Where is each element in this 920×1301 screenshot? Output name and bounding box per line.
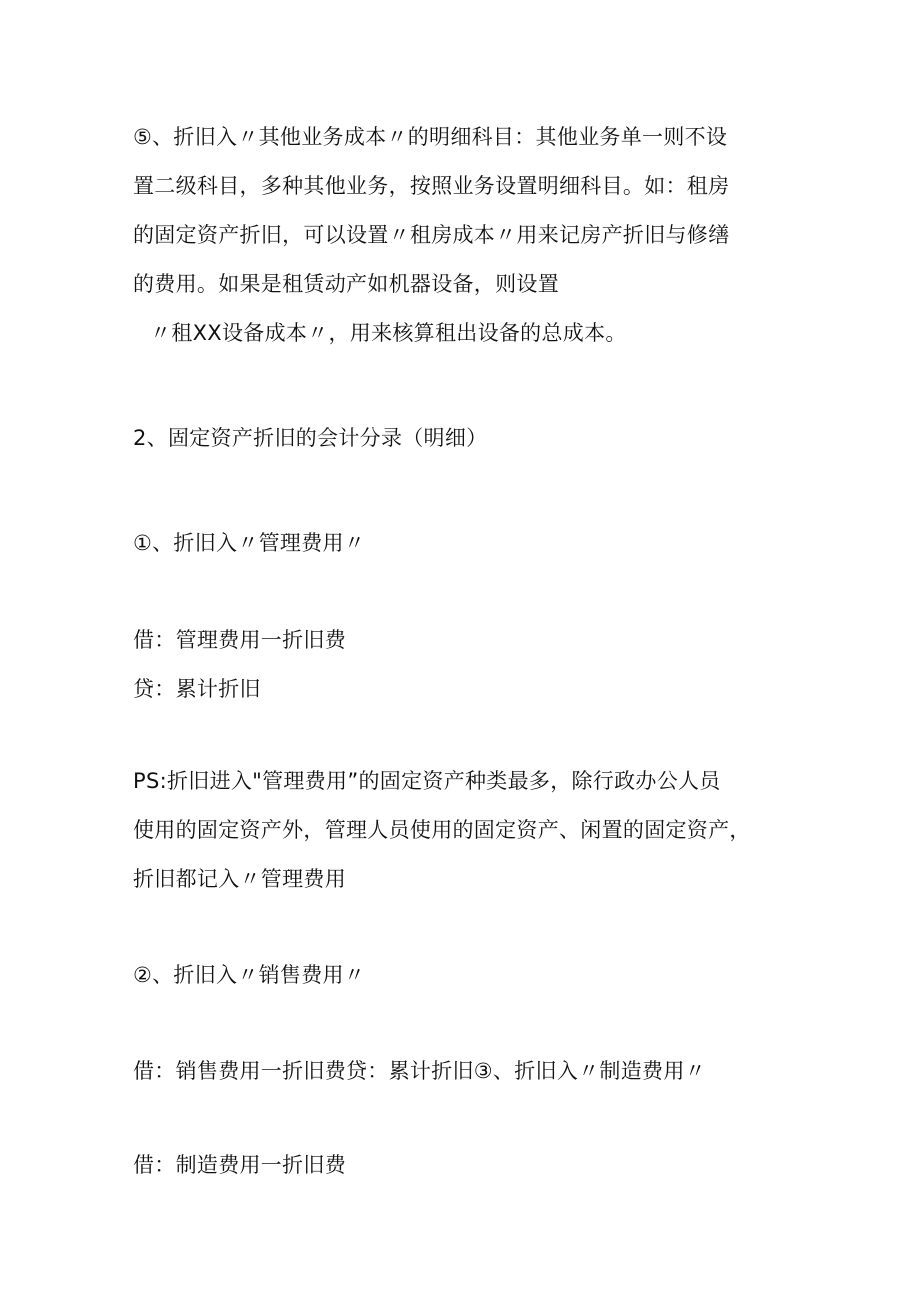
paragraph-line: 使用的固定资产外，管理人员使用的固定资产、闲置的固定资产， [133,818,751,842]
paragraph-line: PS:折旧进入"管理费用”的固定资产种类最多，除行政办公人员 [133,769,721,793]
journal-entry-debit: 借：管理费用一折旧费 [133,628,346,652]
paragraph-line: 〃租XX设备成本〃，用来核算租出设备的总成本。 [150,321,627,345]
journal-entry-line: 借：销售费用一折旧费贷：累计折旧③、折旧入〃制造费用〃 [133,1059,706,1083]
paragraph-line: 置二级科目，多种其他业务，按照业务设置明细科目。如：租房 [133,174,730,198]
section-heading: 2、固定资产折旧的会计分录（明细） [133,426,488,450]
paragraph-line: 的固定资产折旧，可以设置〃租房成本〃用来记房产折旧与修缮 [133,223,730,247]
journal-entry-credit: 贷：累计折旧 [133,677,261,701]
subsection-heading: ②、折旧入〃销售费用〃 [133,963,366,987]
paragraph-line: 的费用。如果是租赁动产如机器设备，则设置 [133,272,559,296]
journal-entry-debit: 借：制造费用一折旧费 [133,1153,346,1177]
subsection-heading: ①、折旧入〃管理费用〃 [133,531,366,555]
paragraph-line: ⑤、折旧入〃其他业务成本〃的明细科目：其他业务单一则不设 [133,125,728,149]
paragraph-line: 折旧都记入〃管理费用 [133,867,346,891]
